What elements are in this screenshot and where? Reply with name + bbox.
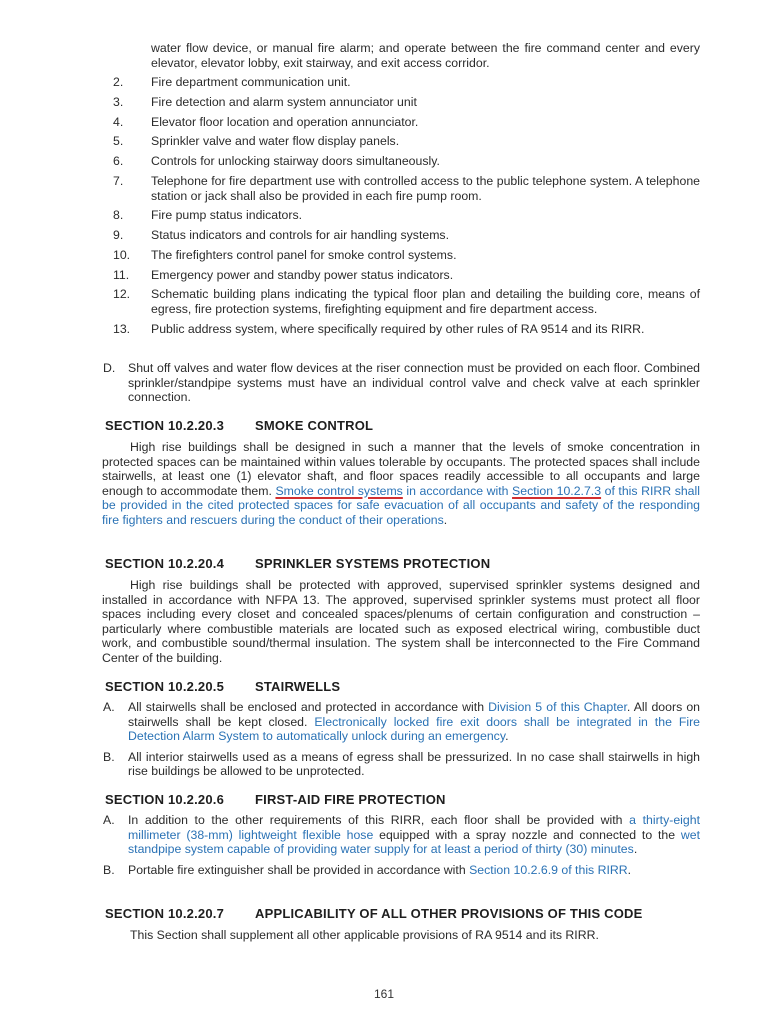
- item-text: Controls for unlocking stairway doors simultaneously.: [151, 154, 440, 169]
- list-item-a: [0, 813, 700, 857]
- blue-text: Electronically locked fire exit doors shall be integrated in the Fire Detection Alarm System to automatically unlock during an emergency: [128, 714, 701, 744]
- item-letter: D.: [103, 361, 116, 375]
- section-heading-applicability: [105, 907, 643, 922]
- section-number: SECTION 10.2.20.3: [105, 418, 225, 433]
- section-number: SECTION 10.2.20.6: [105, 792, 225, 807]
- item-text: equipped with a spray nozzle and connected to the: [373, 827, 681, 842]
- item-text: All stairwells shall be enclosed and protected in accordance with: [128, 700, 489, 714]
- section-heading-sprinkler: [105, 557, 490, 572]
- item-number: 8.: [113, 208, 124, 223]
- section-title: STAIRWELLS: [255, 679, 341, 694]
- smoke-control-systems-link[interactable]: Smoke control systems: [275, 483, 403, 498]
- applicability-paragraph: [102, 928, 700, 943]
- section-title: APPLICABILITY OF ALL OTHER PROVISIONS OF THIS CODE: [255, 906, 643, 921]
- item-letter: A.: [103, 700, 115, 714]
- item-text: Public address system, where specifically required by other rules of RA 9514 and its RIRR.: [151, 321, 645, 336]
- list-item-a: [0, 700, 700, 744]
- item-text: Sprinkler valve and water flow display panels.: [151, 134, 400, 149]
- page-number: 161: [373, 987, 395, 1001]
- section-number: SECTION 10.2.20.4: [105, 556, 225, 571]
- item-number: 10.: [113, 247, 131, 262]
- list-item: [0, 208, 700, 223]
- list-item: [0, 134, 700, 149]
- list-item: [0, 248, 700, 263]
- item-number: 9.: [113, 228, 124, 243]
- section-10-2-6-9-link[interactable]: Section 10.2.6.9 of this RIRR: [469, 862, 628, 877]
- blue-text: in accordance with: [402, 483, 513, 498]
- item-text: The firefighters control panel for smoke control systems.: [151, 247, 457, 262]
- section-heading-smoke-control: [105, 419, 373, 434]
- item-text: Fire pump status indicators.: [151, 208, 303, 223]
- item-text: Portable fire extinguisher shall be provided in accordance with: [128, 862, 470, 877]
- item-text: .: [633, 842, 638, 857]
- list-item-d: [0, 361, 700, 405]
- item-text: Elevator floor location and operation annunciator.: [151, 114, 419, 129]
- paragraph-text: High rise buildings shall be designed in such a manner that the levels of smoke concentration in protected spaces can be maintained within values tolerable by occupants. The protected spaces shall include stairwells, at least one (1) elevator shaft, and floor spaces readily accessible to all occupants and large enough to accommodate them.: [102, 440, 700, 498]
- item-text: All interior stairwells used as a means of egress shall be pressurized. In no case shall stairwells in high rise buildings be allowed to be unprotected.: [128, 749, 700, 779]
- section-title: SPRINKLER SYSTEMS PROTECTION: [255, 556, 491, 571]
- blue-text: a thirty-eight millimeter (38-mm) lightweight flexible hose: [128, 813, 700, 842]
- list-item: [0, 154, 700, 169]
- stairwells-list: [0, 700, 768, 779]
- item-d-container: [0, 361, 768, 405]
- item-number: 13.: [113, 321, 131, 336]
- list-item: [0, 115, 700, 130]
- item-text: .: [627, 862, 632, 877]
- section-heading-stairwells: [105, 680, 340, 695]
- list-item-b: [0, 750, 700, 779]
- item-number: 2.: [113, 75, 124, 89]
- list-item-b: [0, 863, 700, 878]
- item-text: In addition to the other requirements of this RIRR, each floor shall be provided with: [128, 813, 630, 827]
- item-text: Telephone for fire department use with controlled access to the public telephone system. A telephone station or jack shall also be provided in each fire pump room.: [151, 173, 700, 203]
- continuation-paragraph: water flow device, or manual fire alarm; and operate between the fire command center and every elevator, elevator lobby, exit stairway, and exit access corridor.: [151, 41, 700, 70]
- item-text: Status indicators and controls for air handling systems.: [151, 228, 450, 243]
- item-text: Schematic building plans indicating the typical floor plan and detailing the building core, means of egress, fire protection systems, firefighting equipment and fire department access.: [151, 287, 700, 316]
- item-number: 7.: [113, 173, 124, 188]
- paragraph-tail: .: [443, 512, 448, 527]
- numbered-list: [0, 75, 768, 342]
- item-text: . All doors on stairwells shall be kept closed.: [128, 700, 700, 729]
- list-item: [0, 322, 700, 337]
- item-text: Emergency power and standby power status indicators.: [151, 267, 454, 282]
- item-number: 4.: [113, 114, 124, 129]
- item-text: Fire detection and alarm system annunciator unit: [151, 94, 417, 109]
- list-item: [0, 75, 700, 90]
- section-number: SECTION 10.2.20.5: [105, 679, 225, 694]
- list-item: [0, 268, 700, 283]
- blue-text: of this RIRR shall be provided in the cited protected spaces for safe evacuation of all occupants and safety of the responding fire fighters and rescuers during the conduct of their operations: [102, 483, 700, 527]
- item-number: 3.: [113, 94, 124, 109]
- first-aid-list: [0, 813, 768, 877]
- section-title: SMOKE CONTROL: [255, 418, 374, 433]
- list-item: [0, 287, 700, 316]
- item-letter: B.: [103, 749, 115, 764]
- item-text: .: [505, 729, 509, 744]
- item-text: Fire department communication unit.: [151, 75, 351, 89]
- list-item: [0, 174, 700, 203]
- item-number: 6.: [113, 154, 124, 169]
- section-title: FIRST-AID FIRE PROTECTION: [255, 792, 446, 807]
- item-letter: B.: [103, 862, 115, 877]
- paragraph-text: This Section shall supplement all other applicable provisions of RA 9514 and its RIRR.: [130, 928, 599, 942]
- item-letter: A.: [103, 813, 115, 827]
- item-number: 12.: [113, 287, 131, 302]
- section-number: SECTION 10.2.20.7: [105, 906, 225, 921]
- smoke-control-paragraph: [102, 440, 700, 528]
- item-text: Shut off valves and water flow devices at the riser connection must be provided on each floor. Combined sprinkler/standpipe systems must have an individual control valve and check valve at each sprinkler connection.: [128, 361, 700, 405]
- paragraph-text: High rise buildings shall be protected with approved, supervised sprinkler systems designed and installed in accordance with NFPA 13. The approved, supervised sprinkler systems must protect all floor spaces including every closet and concealed spaces/plenums of certain configuration and construction – particularly where combustible materials are located such as exposed electrical wiring, combustible duct work, and combustible sound/thermal insulation. The system shall be interconnected to the Fire Command Center of the building.: [102, 578, 700, 665]
- blue-text: wet standpipe system capable of providing water supply for at least a period of thirty (30) minutes: [128, 827, 700, 857]
- sprinkler-paragraph: [102, 578, 700, 666]
- section-10-2-7-3-link[interactable]: Section 10.2.7.3: [512, 483, 602, 498]
- item-number: 5.: [113, 134, 124, 149]
- list-item: [0, 228, 700, 243]
- item-number: 11.: [113, 267, 130, 282]
- section-heading-first-aid: [105, 793, 446, 808]
- division-5-link[interactable]: Division 5 of this Chapter: [488, 700, 627, 714]
- list-item: [0, 95, 700, 110]
